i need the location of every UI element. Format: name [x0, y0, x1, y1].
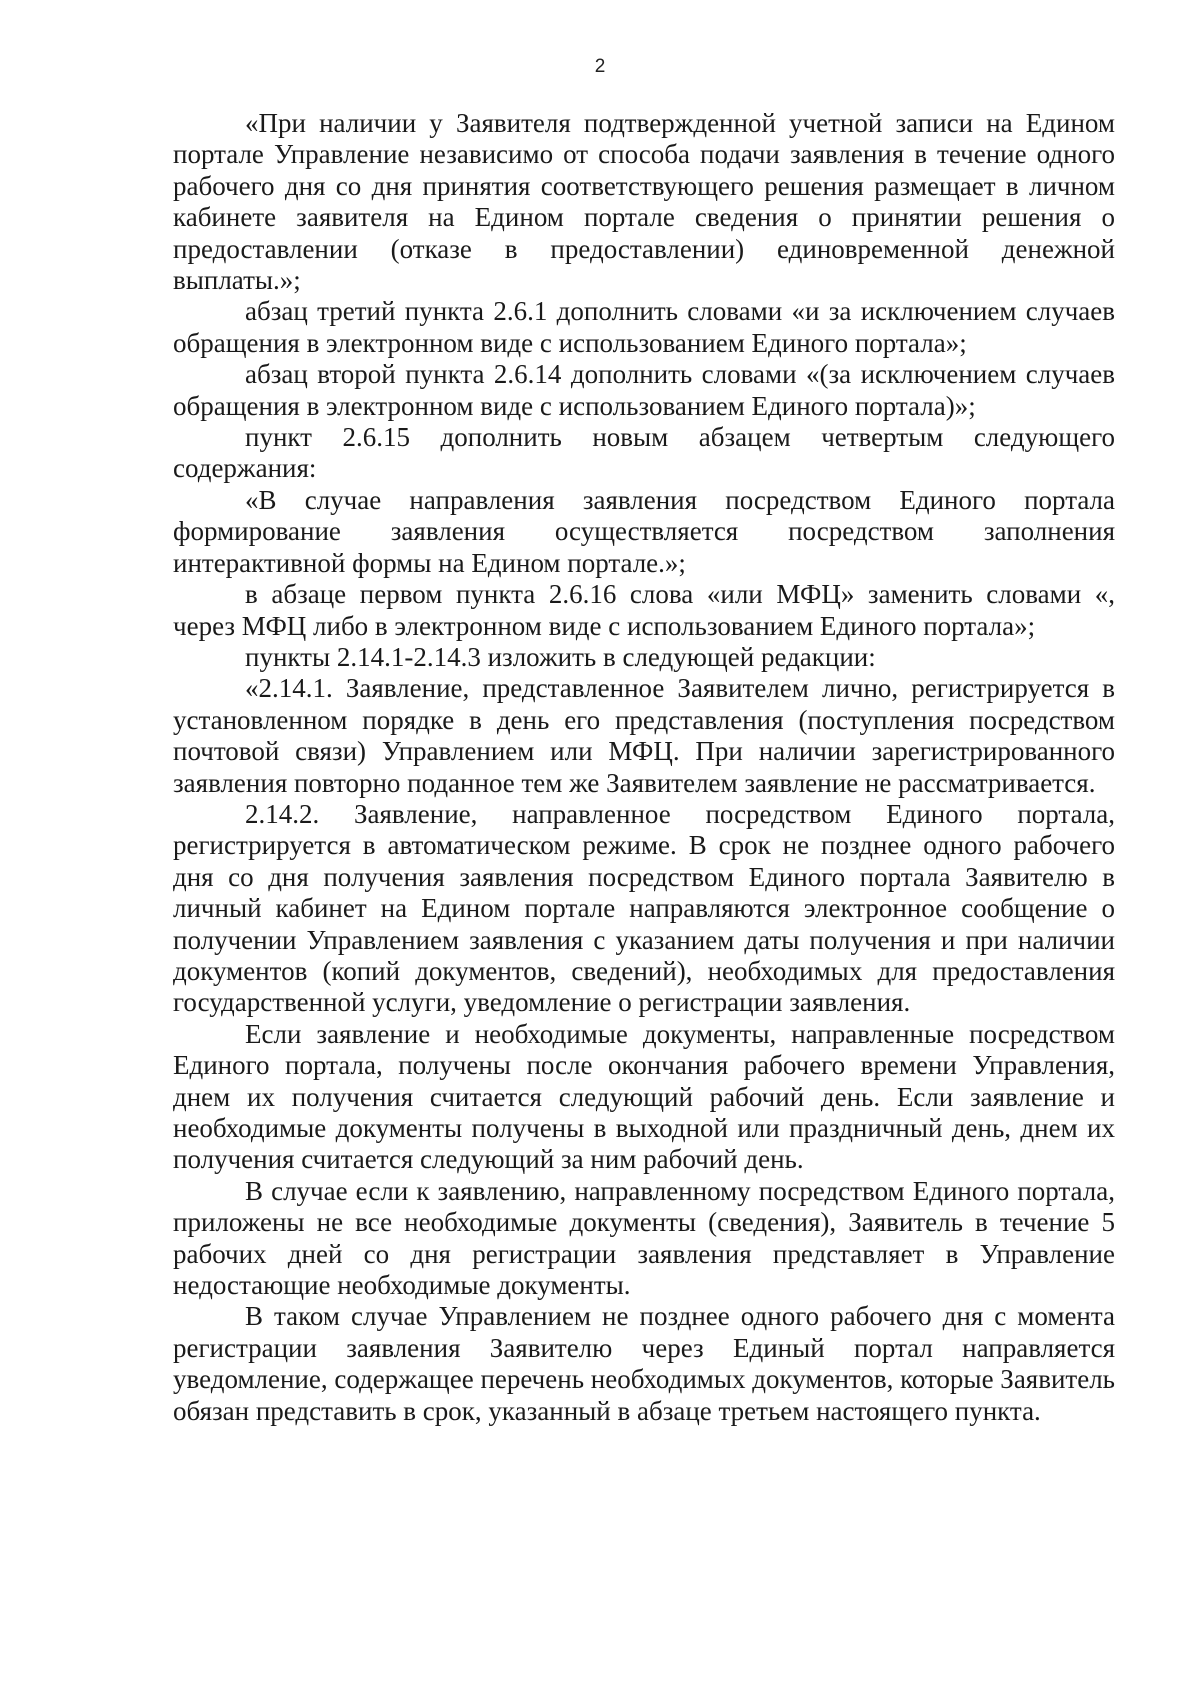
- paragraph: абзац третий пункта 2.6.1 дополнить словами «и за исключением случаев обращения в электронном виде с использованием Единого портала»;: [173, 296, 1115, 358]
- paragraph: пункт 2.6.15 дополнить новым абзацем четвертым следующего содержания:: [173, 422, 1115, 484]
- paragraph: абзац второй пункта 2.6.14 дополнить словами «(за исключением случаев обращения в электронном виде с использованием Единого портала)»;: [173, 359, 1115, 421]
- page-number: 2: [594, 56, 606, 77]
- paragraph: В таком случае Управлением не позднее одного рабочего дня с момента регистрации заявления Заявителю через Единый портал направляется уведомление, содержащее перечень необходимых документов, которые Заявитель обязан представить в срок, указанный в абзаце третьем настоящего пункта.: [173, 1301, 1115, 1426]
- paragraph: «В случае направления заявления посредством Единого портала формирование заявления осуществляется посредством заполнения интерактивной формы на Едином портале.»;: [173, 484, 1115, 578]
- paragraph: «При наличии у Заявителя подтвержденной учетной записи на Едином портале Управление независимо от способа подачи заявления в течение одного рабочего дня со дня принятия соответствующего решения размещает в личном кабинете заявителя на Едином портале сведения о принятии решения о предоставлении (отказе в предоставлении) единовременной денежной выплаты.»;: [173, 108, 1115, 296]
- paragraph: В случае если к заявлению, направленному посредством Единого портала, приложены не все необходимые документы (сведения), Заявитель в течение 5 рабочих дней со дня регистрации заявления представляет в Управление недостающие необходимые документы.: [173, 1175, 1115, 1301]
- paragraph: 2.14.2. Заявление, направленное посредством Единого портала, регистрируется в автоматическом режиме. В срок не позднее одного рабочего дня со дня получения заявления посредством Единого портала Заявителю в личный кабинет на Едином портале направляются электронное сообщение о получении Управлением заявления с указанием даты получения и при наличии документов (копий документов, сведений), необходимых для предоставления государственной услуги, уведомление о регистрации заявления.: [173, 798, 1115, 1018]
- paragraph: в абзаце первом пункта 2.6.16 слова «или МФЦ» заменить словами «, через МФЦ либо в электронном виде с использованием Единого портала»;: [173, 579, 1115, 641]
- paragraph: пункты 2.14.1-2.14.3 изложить в следующей редакции:: [245, 641, 876, 672]
- document-body: [173, 108, 1115, 1427]
- paragraph: «2.14.1. Заявление, представленное Заявителем лично, регистрируется в установленном порядке в день его представления (поступления посредством почтовой связи) Управлением или МФЦ. При наличии зарегистрированного заявления повторно поданное тем же Заявителем заявление не рассматривается.: [173, 673, 1115, 798]
- paragraph: Если заявление и необходимые документы, направленные посредством Единого портала, получены после окончания рабочего времени Управления, днем их получения считается следующий рабочий день. Если заявление и необходимые документы получены в выходной или праздничный день, днем их получения считается следующий за ним рабочий день.: [173, 1018, 1115, 1175]
